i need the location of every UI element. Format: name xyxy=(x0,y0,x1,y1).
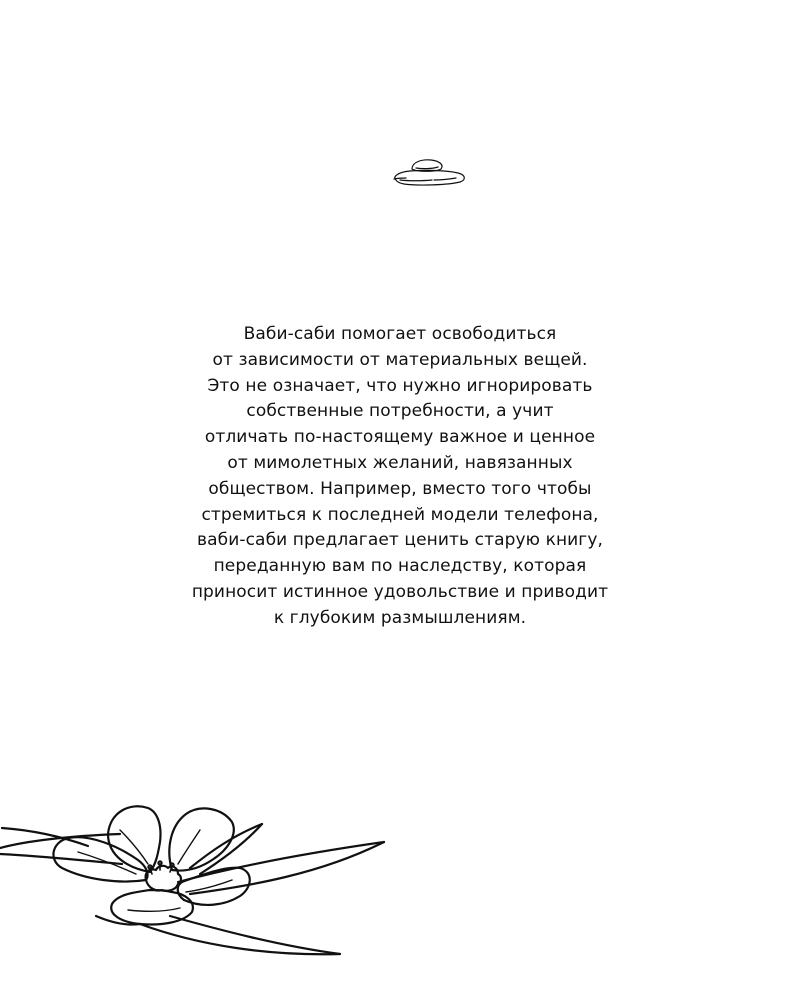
stacked-stones-icon xyxy=(388,156,470,192)
flower-with-leaves-icon xyxy=(0,790,400,960)
text-line: собственные потребности, а учит xyxy=(246,401,554,422)
text-line: Ваби-саби помогает освободиться xyxy=(243,324,557,344)
text-line: отличать по-настоящему важное и ценное xyxy=(204,427,596,448)
text-line: обществом. Например, вместо того чтобы xyxy=(208,478,592,499)
text-line: приносит истинное удовольствие и приводит xyxy=(191,581,609,602)
text-line: ваби-саби предлагает ценить старую книгу, xyxy=(197,530,603,551)
text-line: к глубоким размышлениям. xyxy=(273,607,527,628)
paragraph xyxy=(150,322,650,632)
text-line: от мимолетных желаний, навязанных xyxy=(227,452,573,473)
text-line: стремиться к последней модели телефона, xyxy=(201,504,599,525)
text-line: от зависимости от материальных вещей. xyxy=(212,349,588,370)
text-line: переданную вам по наследству, которая xyxy=(213,556,587,577)
text-line: Это не означает, что нужно игнорировать xyxy=(207,375,593,396)
